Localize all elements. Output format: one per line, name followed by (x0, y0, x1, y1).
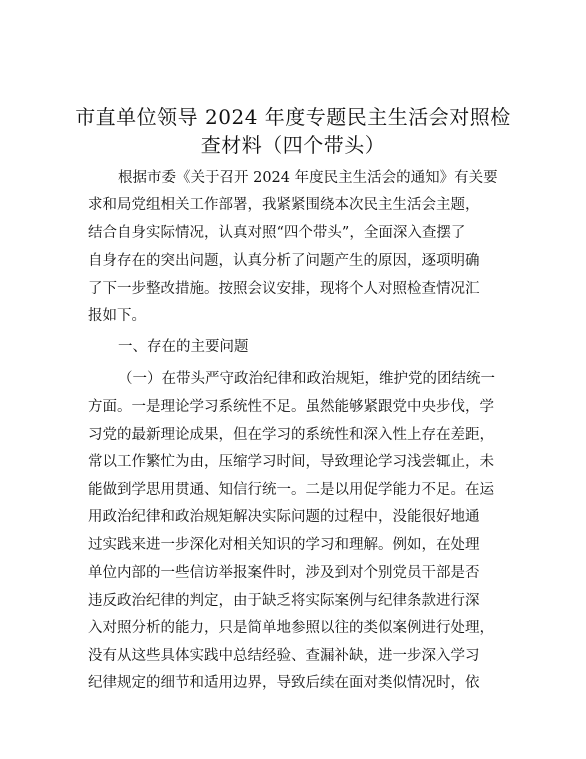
paragraph-line: 入对照分析的能力，只是简单地参照以往的类似案例进行处理， (88, 620, 494, 636)
paragraph-line: 常以工作繁忙为由，压缩学习时间，导致理论学习浅尝辄止，未 (88, 454, 494, 470)
paragraph-line: 单位内部的一些信访举报案件时，涉及到对个别党员干部是否 (88, 565, 480, 581)
paragraph-line: 报如下。 (88, 308, 146, 324)
paragraph-line: 没有从这些具体实践中总结经验、查漏补缺，进一步深入学习 (88, 648, 480, 664)
paragraph-line: 求和局党组相关工作部署，我紧紧围绕本次民主生活会主题， (88, 197, 480, 213)
document-title-line-2: 查材料（四个带头） (200, 133, 386, 157)
paragraph-line: 自身存在的突出问题，认真分析了问题产生的原因，逐项明确 (88, 253, 480, 269)
paragraph-line: 违反政治纪律的判定，由于缺乏将实际案例与纪律条款进行深 (88, 593, 480, 609)
paragraph-line: 结合自身实际情况，认真对照“四个带头”，全面深入查摆了 (88, 225, 466, 241)
paragraph-line: 过实践来进一步深化对相关知识的学习和理解。例如，在处理 (88, 537, 480, 553)
paragraph-line: （一）在带头严守政治纪律和政治规矩，维护党的团结统一 (118, 371, 495, 387)
paragraph-line: 用政治纪律和政治规矩解决实际问题的过程中，没能很好地通 (88, 509, 480, 525)
document-title-line-1: 市直单位领导 2024 年度专题民主生活会对照检 (75, 105, 511, 129)
paragraph-line: 方面。一是理论学习系统性不足。虽然能够紧跟党中央步伐，学 (88, 399, 494, 415)
paragraph-line: 了下一步整改措施。按照会议安排，现将个人对照检查情况汇 (88, 281, 480, 297)
section-heading: 一、存在的主要问题 (118, 339, 249, 355)
paragraph-line: 纪律规定的细节和适用边界，导致后续在面对类似情况时，依 (88, 675, 480, 691)
paragraph-line: 习党的最新理论成果，但在学习的系统性和深入性上存在差距， (88, 427, 494, 443)
paragraph-line: 能做到学思用贯通、知信行统一。二是以用促学能力不足。在运 (88, 482, 494, 498)
paragraph-line: 根据市委《关于召开 2024 年度民主生活会的通知》有关要 (118, 170, 498, 186)
